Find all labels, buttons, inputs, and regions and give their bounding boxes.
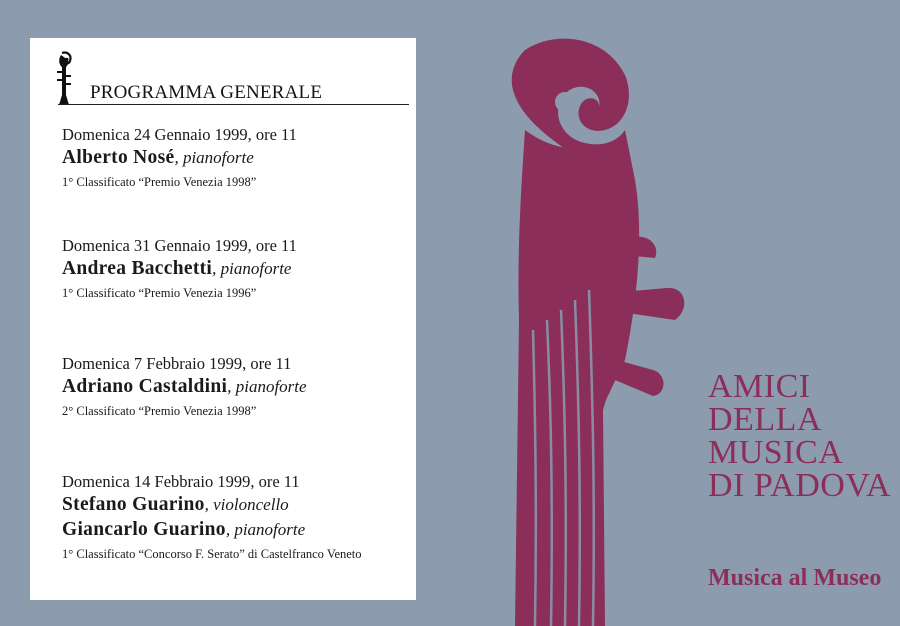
performer-name: Alberto Nosé bbox=[62, 147, 175, 168]
concert-award: 1° Classificato “Premio Venezia 1998” bbox=[62, 175, 257, 189]
performer-instrument: , pianoforte bbox=[212, 259, 292, 278]
series-title: Musica al Museo bbox=[708, 565, 882, 591]
performer-instrument: , pianoforte bbox=[174, 148, 254, 167]
concert-award: 1° Classificato “Concorso F. Serato” di Castelfranco Veneto bbox=[62, 547, 362, 561]
performer bbox=[62, 145, 297, 170]
performer bbox=[62, 256, 297, 281]
performer bbox=[62, 517, 362, 542]
association-line: DI PADOVA bbox=[708, 467, 892, 504]
violin-scroll-icon bbox=[52, 49, 76, 107]
performer-instrument: , pianoforte bbox=[227, 377, 307, 396]
program-title: PROGRAMMA GENERALE bbox=[90, 82, 323, 103]
association-name bbox=[708, 370, 891, 502]
program-card bbox=[30, 38, 416, 600]
concert-entry bbox=[62, 472, 362, 563]
performer-instrument: , violoncello bbox=[204, 495, 289, 514]
cello-scroll-icon bbox=[485, 30, 700, 626]
performer-name: Adriano Castaldini bbox=[62, 376, 228, 397]
concert-date: Domenica 14 Febbraio 1999, ore 11 bbox=[62, 472, 300, 491]
concert-entry bbox=[62, 125, 297, 191]
performer-instrument: , pianoforte bbox=[225, 520, 306, 539]
association-line: AMICI bbox=[708, 368, 811, 405]
concert-entry bbox=[62, 236, 297, 302]
concert-date: Domenica 24 Gennaio 1999, ore 11 bbox=[62, 125, 297, 144]
performer-name: Andrea Bacchetti bbox=[62, 258, 213, 279]
performer bbox=[62, 492, 362, 517]
performer-name: Stefano Guarino bbox=[62, 494, 205, 515]
performer-name: Giancarlo Guarino bbox=[62, 519, 226, 540]
performer bbox=[62, 374, 307, 399]
association-line: MUSICA bbox=[708, 434, 844, 471]
concert-award: 1° Classificato “Premio Venezia 1996” bbox=[62, 286, 257, 300]
concert-award: 2° Classificato “Premio Venezia 1998” bbox=[62, 404, 257, 418]
concert-date: Domenica 7 Febbraio 1999, ore 11 bbox=[62, 354, 292, 373]
concert-date: Domenica 31 Gennaio 1999, ore 11 bbox=[62, 236, 297, 255]
header-divider bbox=[58, 104, 409, 105]
concert-entry bbox=[62, 354, 307, 420]
association-line: DELLA bbox=[708, 401, 822, 438]
